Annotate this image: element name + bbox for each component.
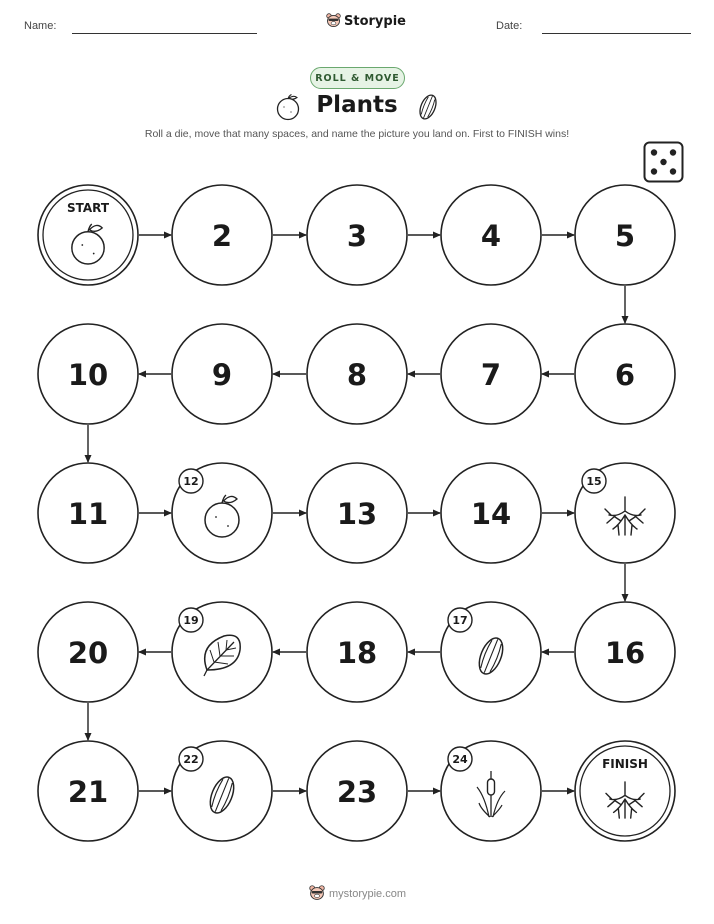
board-space-9 <box>172 324 272 424</box>
space-number: 8 <box>346 358 368 392</box>
board-space-8 <box>307 324 407 424</box>
start-label: START <box>66 201 110 215</box>
board-space-7 <box>441 324 541 424</box>
space-number: 17 <box>452 614 468 627</box>
space-number: 5 <box>614 219 636 253</box>
board-space-4 <box>441 185 541 285</box>
name-label: Name: <box>24 20 57 32</box>
space-number: 9 <box>211 358 233 392</box>
page-title: Plants <box>316 92 398 118</box>
space-number: 19 <box>183 614 199 627</box>
bear-mascot-icon <box>309 885 325 902</box>
date-label: Date: <box>496 20 523 32</box>
board-space-10 <box>38 324 138 424</box>
space-number: 18 <box>336 636 378 670</box>
board-space-18 <box>307 602 407 702</box>
space-number: 2 <box>211 219 233 253</box>
space-number: 4 <box>480 219 502 253</box>
game-type-badge: ROLL & MOVE <box>310 67 405 89</box>
finish-label: FINISH <box>602 757 648 771</box>
board-space-2 <box>172 185 272 285</box>
board-space-6 <box>575 324 675 424</box>
space-number: 24 <box>452 753 468 766</box>
board-space-11 <box>38 463 138 563</box>
space-number: 22 <box>183 753 199 766</box>
space-number: 16 <box>604 636 646 670</box>
footer <box>309 885 406 902</box>
board-space-15 <box>575 463 675 563</box>
space-number: 14 <box>470 497 512 531</box>
space-number: 20 <box>67 636 109 670</box>
space-number: 15 <box>586 475 602 488</box>
brand-name: Storypie <box>344 13 406 29</box>
board-space-13 <box>307 463 407 563</box>
space-number: 13 <box>336 497 378 531</box>
instructions: Roll a die, move that many spaces, and name the picture you land on. First to FINISH wins! <box>144 128 570 140</box>
space-number: 12 <box>183 475 199 488</box>
board-space-14 <box>441 463 541 563</box>
board-space-3 <box>307 185 407 285</box>
space-number: 6 <box>614 358 636 392</box>
space-number: 10 <box>67 358 109 392</box>
footer-url[interactable]: mystorypie.com <box>329 887 407 900</box>
space-number: 23 <box>336 775 378 809</box>
board-space-23 <box>307 741 407 841</box>
space-number: 11 <box>67 497 109 531</box>
space-number: 21 <box>67 775 109 809</box>
space-number: 7 <box>480 358 502 392</box>
board-space-20 <box>38 602 138 702</box>
board-space-5 <box>575 185 675 285</box>
board-space-21 <box>38 741 138 841</box>
space-number: 3 <box>346 219 368 253</box>
board-space-16 <box>575 602 675 702</box>
